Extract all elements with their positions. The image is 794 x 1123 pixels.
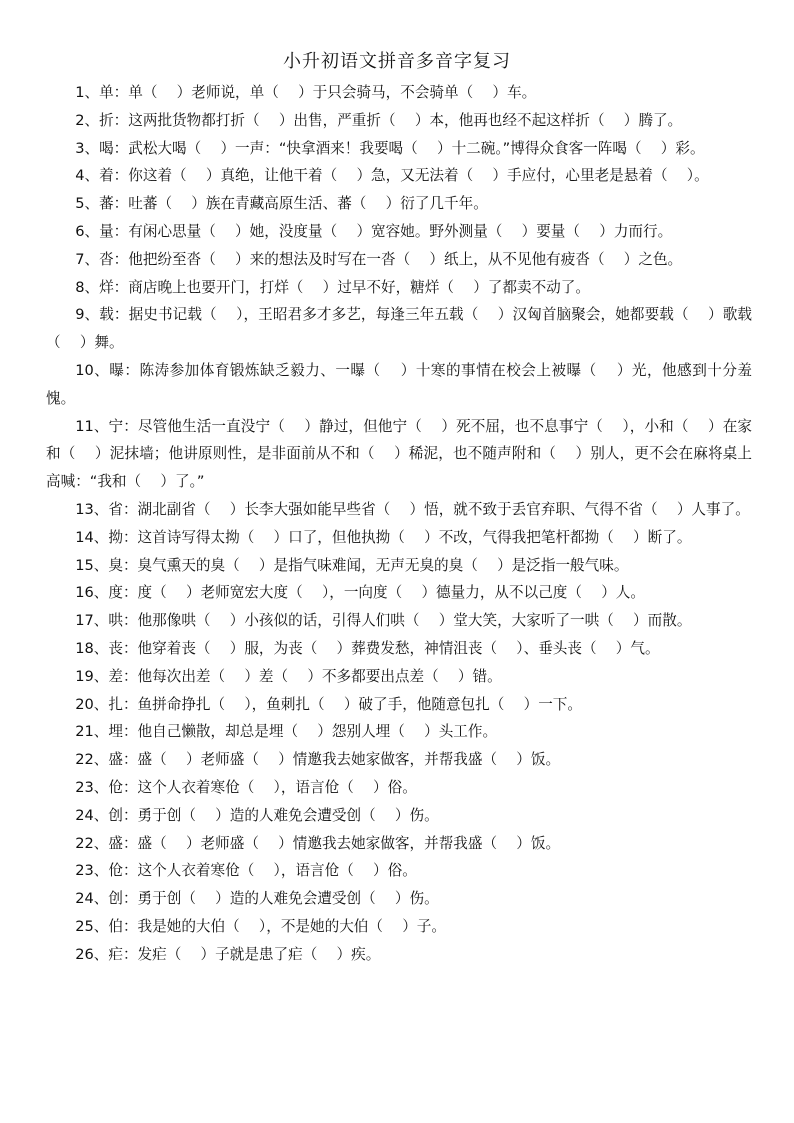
question-item: 7、沓：他把纷至沓（ ）来的想法及时写在一沓（ ）纸上，从不见他有疲沓（ ）之色。 [75,250,683,268]
question-item: 15、臭：臭气熏天的臭（ ）是指气味难闻，无声无臭的臭（ ）是泛指一般气味。 [75,556,629,574]
question-item: 22、盛：盛（ ）老师盛（ ）情邀我去她家做客，并帮我盛（ ）饭。 [75,751,561,769]
question-item: 9、载：据史书记载（ ），王昭君多才多艺，每逢三年五载（ ）汉匈首脑聚会，她都要载（ ）歌载（ ）舞。 [46,306,752,352]
question-item: 11、宁：尽管他生活一直没宁（ ）静过，但他宁（ ）死不屈，也不息事宁（ ），小和（ ）在家和（ ）泥抹墙；他讲原则性，是非面前从不和（ ）稀泥，也不随声附和（ ）别人，更不会在麻将桌上高喊：“我和（ ）了。” [46,417,752,491]
page-title: 小升初语文拼音多音字复习 [283,51,511,72]
question-item: 24、创：勇于创（ ）造的人难免会遭受创（ ）伤。 [75,806,439,824]
question-item: 5、蕃：吐蕃（ ）族在青藏高原生活、蕃（ ）衍了几千年。 [75,195,488,213]
question-item: 22、盛：盛（ ）老师盛（ ）情邀我去她家做客，并帮我盛（ ）饭。 [75,834,561,852]
question-item: 10、曝：陈涛参加体育锻炼缺乏毅力、一曝（ ）十寒的事情在校会上被曝（ ）光，他感到十分羞愧。 [46,361,752,407]
question-item: 17、哄：他那像哄（ ）小孩似的话，引得人们哄（ ）堂大笑，大家听了一哄（ ）而散。 [75,612,692,630]
question-item: 23、伧：这个人衣着寒伧（ ），语言伧（ ）俗。 [75,862,417,880]
question-item: 26、疟：发疟（ ）子就是患了疟（ ）疾。 [75,945,381,963]
question-item: 18、丧：他穿着丧（ ）服，为丧（ ）葬费发愁，神情沮丧（ ）、垂头丧（ ）气。 [75,639,660,657]
question-item: 13、省：湖北副省（ ）长李大强如能早些省（ ）悟，就不致于丢官弃职、气得不省（ ）人事了。 [75,500,750,518]
question-list [46,79,752,969]
question-item: 6、量：有闲心思量（ ）她，没度量（ ）宽容她。野外测量（ ）要量（ ）力而行。 [75,222,673,240]
question-item: 25、伯：我是她的大伯（ ），不是她的大伯（ ）子。 [75,917,446,935]
question-item: 23、伧：这个人衣着寒伧（ ），语言伧（ ）俗。 [75,778,417,796]
question-item: 1、单：单（ ）老师说，单（ ）于只会骑马，不会骑单（ ）车。 [75,84,537,101]
question-item: 14、拗：这首诗写得太拗（ ）口了，但他执拗（ ）不改，气得我把笔杆都拗（ ）断了。 [75,528,692,546]
question-item: 2、折：这两批货物都打折（ ）出售，严重折（ ）本，他再也经不起这样折（ ）腾了。 [75,111,683,129]
question-item: 20、扎：鱼拼命挣扎（ ），鱼刺扎（ ）破了手，他随意包扎（ ）一下。 [75,695,582,713]
question-item: 8、烊：商店晚上也要开门，打烊（ ）过早不好，糖烊（ ）了都卖不动了。 [75,278,590,296]
question-item: 16、度：度（ ）老师宽宏大度（ ），一向度（ ）德量力，从不以己度（ ）人。 [75,584,645,602]
question-item: 21、埋：他自己懒散，却总是埋（ ）怨别人埋（ ）头工作。 [75,723,498,741]
question-item: 24、创：勇于创（ ）造的人难免会遭受创（ ）伤。 [75,890,439,908]
question-item: 4、着：你这着（ ）真绝，让他干着（ ）急，又无法着（ ）手应付，心里老是悬着（ ）。 [75,167,709,185]
question-item: 3、喝：武松大喝（ ）一声：“快拿酒来！我要喝（ ）十二碗。”博得众食客一阵喝（ ）彩。 [75,139,705,157]
question-item: 19、差：他每次出差（ ）差（ ）不多都要出点差（ ）错。 [75,667,502,685]
